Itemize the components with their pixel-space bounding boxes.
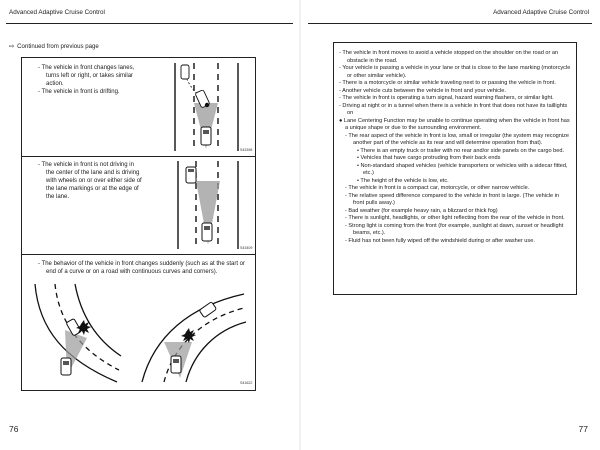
figure-code: S41622 — [240, 381, 253, 385]
header-rule-right — [308, 23, 592, 24]
list-item: - Your vehicle is passing a vehicle in your lane or that is close to the lane marking (motorcycle or other similar vehicle). — [339, 65, 571, 79]
section-2-text — [38, 162, 142, 202]
sub-list-item: • Non-standard shaped vehicles (vehicle transporters or vehicles with a sidecar fitted, etc.) — [357, 162, 568, 176]
bullet-item: ● Lane Centering Function may be unable to continue operating when the vehicle in front has a unique shape or due to the surrounding environment. — [339, 117, 570, 131]
list-item: - The rear aspect of the vehicle in front is low, small or irregular (the system may recognize another part of the vehicle as its rear and will determine operation from that). — [345, 132, 570, 146]
continued-text: Continued from previous page — [17, 43, 99, 50]
figure-code: S43409 — [240, 246, 253, 250]
section-1-text — [38, 65, 141, 97]
page-gutter — [299, 0, 301, 450]
page-number-right: 77 — [578, 424, 588, 434]
list-item: - The vehicle in front changes lanes, turns left or right, or takes similar action. — [38, 65, 135, 87]
list-item: - There is sunlight, headlights, or other light reflecting from the rear of the vehicle in front. — [345, 215, 565, 221]
right-content-box — [333, 42, 577, 295]
header-title-right: Advanced Adaptive Cruise Control — [493, 9, 589, 16]
list-item: - The vehicle in front is not driving in the center of the lane and is driving with wheels on or over either side of the lane markings or at the edge of the lane. — [38, 162, 142, 200]
list-item: - The relative speed difference compared to the vehicle in front is large. (The vehicle in front pulls away.) — [345, 192, 560, 206]
list-item: - The vehicle in front is drifting. — [38, 88, 120, 95]
sub-list-item: • Vehicles that have cargo protruding from their back ends — [357, 155, 501, 161]
figure-lane-change — [172, 61, 242, 153]
figure-curve-start — [25, 280, 123, 386]
left-content-box — [21, 57, 256, 391]
header-rule-left — [6, 23, 293, 24]
list-item: - The vehicle in front moves to avoid a vehicle stopped on the shoulder on the road or an obstacle in the road. — [339, 50, 559, 64]
sub-list-item: • The height of the vehicle is low, etc. — [357, 177, 449, 184]
list-item: - Bad weather (for example heavy rain, a blizzard or thick fog) — [345, 207, 498, 214]
list-item: - Fluid has not been fully wiped off the windshield during or after washer use. — [345, 237, 535, 244]
figure-off-center-vehicle — [172, 159, 242, 251]
page-number-left: 76 — [9, 424, 19, 434]
list-item: - Strong light is coming from the front (for example, sunlight at dawn, sunset or headlight beams, etc.). — [345, 222, 564, 236]
figure-curve-end — [140, 286, 248, 384]
right-condition-list — [339, 50, 571, 245]
list-item: - The behavior of the vehicle in front changes suddenly (such as at the start or end of a curve or on a road with continuous curves and corners). — [38, 261, 246, 275]
figure-code: S43398 — [240, 148, 253, 152]
list-item: - Driving at night or in a tunnel when there is a vehicle in front that does not have its taillights on — [339, 102, 568, 116]
section-divider — [22, 254, 255, 255]
header-title-left: Advanced Adaptive Cruise Control — [9, 9, 105, 16]
double-arrow-icon: ⇨ — [9, 43, 15, 50]
continued-note — [9, 42, 99, 50]
list-item: - The vehicle in front is operating a turn signal, hazard warning flashers, or similar light. — [339, 95, 554, 101]
section-divider — [22, 156, 255, 157]
list-item: - Another vehicle cuts between the vehicle in front and your vehicle. — [339, 87, 506, 94]
list-item: - There is a motorcycle or similar vehicle traveling next to or passing the vehicle in front. — [339, 80, 556, 86]
list-item: - The vehicle in front is a compact car, motorcycle, or other narrow vehicle. — [345, 185, 530, 191]
section-3-text — [38, 261, 250, 277]
sub-list-item: • There is an empty truck or trailer with no rear and/or side panels on the cargo bed. — [357, 147, 565, 154]
